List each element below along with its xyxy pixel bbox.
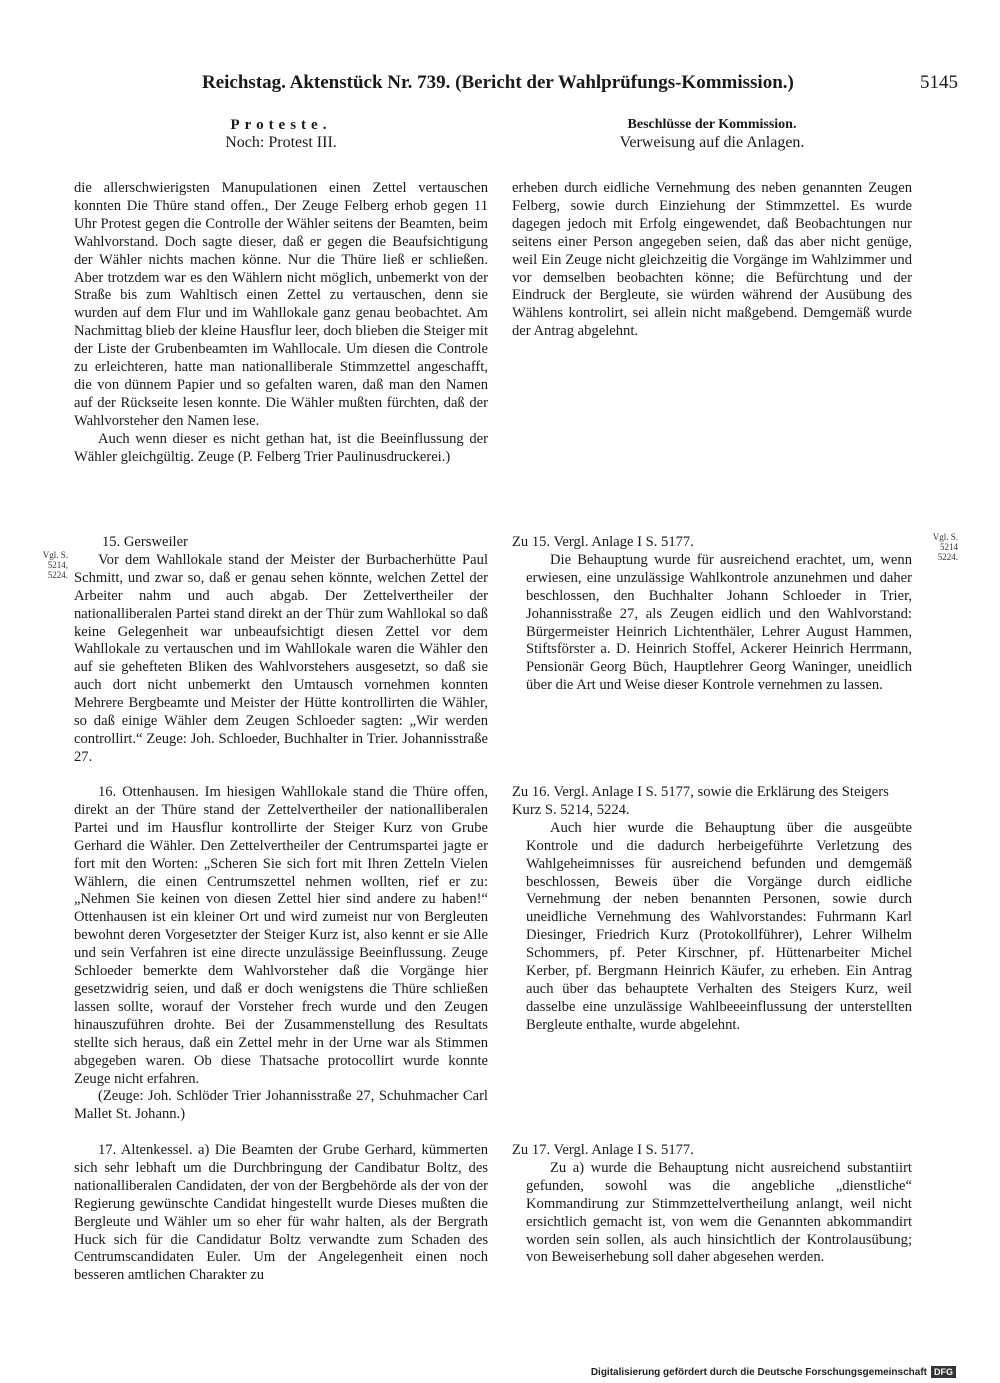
left-heading: Proteste. [230,117,332,133]
right-heading: Beschlüsse der Kommission. [627,117,797,132]
footer-credit [591,1366,956,1378]
left-protest-continuation [74,180,488,467]
header-title: Reichstag. Aktenstück Nr. 739. (Bericht der Wahlprüfungs-Kommission.) [202,72,794,93]
right-zu-15 [512,534,912,695]
right-zu-17 [512,1142,912,1267]
zu-17-body: Zu a) wurde die Behauptung nicht ausreichend substantiirt gefunden, sowohl was die angebliche „dienstliche“ Kommandirung zur Stimmzettelvertheilung anlangt, weil nicht ersichtlich gemacht ist, von wem die Genannten abkommandirt worden sein sollen, als auch hinsichtlich der Kontrolausübung; von Beweiserhebung soll daher abgesehen werden. [526,1159,912,1266]
left-section-16 [74,784,488,1124]
page-number: 5145 [920,72,958,93]
right-margin-note: Vgl. S. 5214 5224. [932,532,958,562]
right-subheading: Verweisung auf die Anlagen. [619,134,805,151]
left-paragraph-2: Auch wenn dieser es nicht gethan hat, ist die Beeinflussung der Wähler gleichgültig. Zeuge (P. Felberg Trier Paulinusdruckerei.) [74,430,488,465]
left-section-15 [74,534,488,767]
zu-16-title: Zu 16. Vergl. Anlage I S. 5177, sowie die Erklärung des Steigers Kurz S. 5214, 5224. [512,784,889,818]
section-15-title: 15. Gersweiler [102,534,188,550]
left-column-head [74,116,488,152]
right-intro-paragraph: erheben durch eidliche Vernehmung des neben genannten Zeugen Felberg, sowie durch Einziehung der Stimmzettel. Es wurde dagegen jedoch mit Erfolg eingewendet, daß Beobachtungen nur seitens einer Person angegeben seien, daß das aber nicht genüge, weil Ein Zeuge nicht gleichzeitig die Vorgänge im Wahlzimmer und vor demselben beobachten könne; die Befürchtung und der Eindruck der Bergleute, sie würden während der Ausübung des Wählens kontrolirt, sei allein nicht maßgebend. Demgemäß wurde der Antrag abgelehnt. [512,180,912,340]
section-16-witness: (Zeuge: Joh. Schlöder Trier Johannisstraße 27, Schuhmacher Carl Mallet St. Johann.) [74,1088,488,1123]
section-17-body: 17. Altenkessel. a) Die Beamten der Grube Gerhard, kümmerten sich sehr lebhaft um die Durchbringung der Candibatur Boltz, des nationalliberalen Candidaten, der von der Bergbehörde als der von der Regierung gewünschte Candidat hingestellt wurde Dieses mußten die Bergleute und Wähler um so eher für wahr halten, als der Bergrath Huck sich für die Candidatur Boltz verwandte zum Schaden des Centrumscandidaten Euler. Um der Angelegenheit einen noch besseren amtlichen Charakter zu [74,1142,488,1284]
zu-15-title: Zu 15. Vergl. Anlage I S. 5177. [512,534,694,550]
left-subheading: Noch: Protest III. [225,134,337,151]
dfg-logo-icon: DFG [931,1366,956,1378]
page-header [40,72,958,98]
section-16-body: 16. Ottenhausen. Im hiesigen Wahllokale stand die Thüre offen, direkt an der Thüre stand der Zettelvertheiler der nationalliberalen Partei und im Hausflur kontrollirte der Steiger Kurz von Grube Gerhard die Wähler. Den Zettelvertheiler der Centrumspartei jagte er fort mit den Worten: „Scheren Sie sich fort mit Ihren Zetteln Vielen Wählern, die einen Centrumszettel nehmen wollten, rief er zu: „Nehmen Sie keinen von diesen Zettel hier sind andere zu haben!“ Ottenhausen ist ein kleiner Ort und wird zumeist nur von Bergleuten bewohnt deren Vorgesetzter der Steiger Kurz ist, also kennt er sie Alle und sein Verfahren ist eine directe unzulässige Beeinflussung. Zeuge Schloeder bemerkte dem Wahlvorsteher daß die Vorgänge hier gesetzwidrig seien, und daß er doch wenigstens die Thüre schließen lassen sollte, worauf der Vorsteher frech wurde und den Zeugen hinauszuführen drohte. Bei der Zusammenstellung des Resultats stellte sich heraus, daß ein Zettel mehr in der Urne war als Stimmen abgegeben waren. Ob diese Thatsache protocollirt wurde konnte Zeuge nicht erfahren. [74,784,488,1087]
right-intro [512,180,912,341]
footer-text: Digitalisierung gefördert durch die Deutsche Forschungsgemeinschaft [590,1366,927,1378]
left-paragraph-1: die allerschwierigsten Manupulationen einen Zettel vertauschen konnten Die Thüre stand offen., Der Zeuge Felberg erhob gegen 11 Uhr Protest gegen die Controlle der Wähler seitens der Beamten, beim Wahlvorstand. Doch sagte dieser, daß er gegen die Beaufsichtigung der Wähler nichts machen könne. Nur die Thüre ließ er schließen. Aber trotzdem war es den Wählern nicht möglich, unbemerkt von der Straße bis zum Wahltisch einen Zettel zu vertauschen, denn sie wurden auf dem Flur und im Wahllokale ganz genau beobachtet. Am Nachmittag blieb der kleine Hausflur leer, doch blieben die Steiger mit der Liste der Grubenbeamten im Wahllocale. Um diesen die Controle zu erleichteren, hatte man nationalliberale Stimmzettel angeschafft, die von dünnem Papier und so gefalten waren, daß man den Namen auf der Rückseite lesen konnte. Die Wähler mußten fürchten, daß der Wahlvorsteher den Namen lese. [74,180,488,429]
section-15-body: Vor dem Wahllokale stand der Meister der Burbacherhütte Paul Schmitt, und zwar so, daß er genau sehen könnte, welchen Zettel der Arbeiter nahm und auch abgab. Der Zettelvertheiler der nationalliberalen Partei stand direkt an der Thür zum Wahllokal so daß keine Gelegenheit war unbeaufsichtigt diesen Zettel vor dem Wahllokale zu vertauschen und im Wahllokale waren die Wähler den auf sie gehefteten Bliken des Wahlvorstehers ausgesetzt, so daß sie auch dort nicht unbemerkt den Umtausch vornehmen konnten Mehrere Bergbeamte und Meister der Hütte kontrollirten die Wähler, so daß einige Wähler dem Zeugen Schloeder sagten: „Wir werden controllirt.“ Zeuge: Joh. Schloeder, Buchhalter in Trier. Johannisstraße 27. [74,551,488,765]
left-margin-note: Vgl. S. 5214, 5224. [42,550,68,580]
zu-17-title: Zu 17. Vergl. Anlage I S. 5177. [512,1142,694,1158]
zu-15-body: Die Behauptung wurde für ausreichend erachtet, um, wenn erwiesen, eine unzulässige Wahlkontrole anzunehmen und daher beschlossen, den Buchhalter Johann Schloeder in Trier, Johannisstraße 27, als Zeugen eidlich und den Wahlvorstand: Bürgermeister Heinrich Lichtenthäler, Lehrer August Hammen, Stiftsförster a. D. Heinrich Stoffel, Ackerer Heinrich Herrmann, Pensionär Georg Büch, Hauptlehrer Georg Waninger, uneidlich über die Art und Weise dieser Kontrole vernehmen zu lassen. [526,551,912,694]
right-column-head [512,116,912,152]
right-zu-16 [512,784,912,1035]
zu-16-body: Auch hier wurde die Behauptung über die ausgeübte Kontrole und die dadurch herbeigeführte Verletzung des Wahlgeheimnisses für ausreichend befunden und demgemäß beschlossen, Beweis über die Vorgänge durch eidliche Vernehmung der neben benannten Personen, sowie durch uneidliche Vernehmung des Wahlvorstandes: Fuhrmann Karl Diesinger, Friedrich Kurz (Protokollführer), Lehrer Wilhelm Schommers, pf. Peter Kirschner, pf. Hüttenarbeiter Michel Kerber, pf. Bergmann Heinrich Käufer, zu erheben. Ein Antrag auch über das behauptete Verhalten des Steigers Kurz, weil dasselbe eine unzulässige Wahlbeeeinflussung der unterstellten Bergleute enthalte, wurde abgelehnt. [526,819,912,1033]
left-section-17 [74,1142,488,1285]
